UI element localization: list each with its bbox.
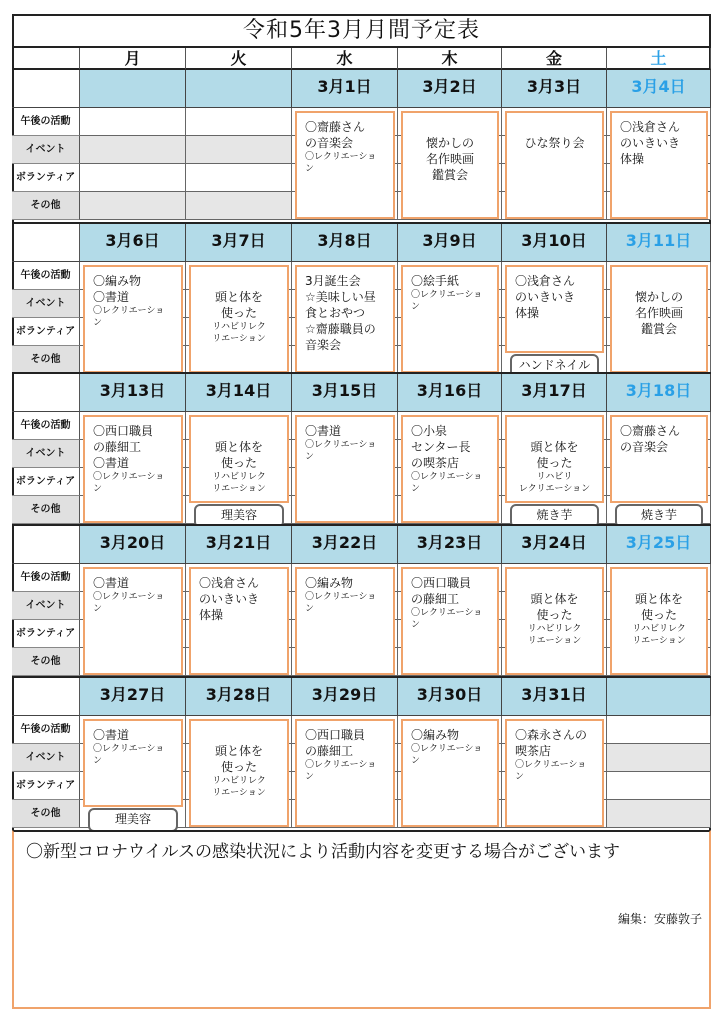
date-wed: 3月1日 xyxy=(292,70,398,108)
day-header-sat: 土 xyxy=(607,48,711,70)
special-event-pill[interactable]: ハンドネイル xyxy=(510,354,599,378)
date-tue: 3月14日 xyxy=(186,374,292,412)
date-thu: 3月30日 xyxy=(398,678,502,716)
event-card-wed[interactable] xyxy=(295,265,395,373)
event-title: 〇書道 xyxy=(93,728,130,742)
event-subtitle: 〇レクリエーション xyxy=(411,472,483,494)
editor-credit: 編集：安藤敦子 xyxy=(617,912,702,926)
week-corner xyxy=(12,374,80,412)
event-title: 懐かしの 名作映画 鑑賞会 xyxy=(634,290,683,336)
event-card-tue[interactable] xyxy=(189,415,289,503)
event-subtitle: リハビリ レクリエーション xyxy=(518,472,591,494)
row-label: ボランティア xyxy=(12,318,80,346)
row-label: その他 xyxy=(12,192,80,220)
event-card-fri[interactable] xyxy=(505,567,604,675)
event-card-tue[interactable] xyxy=(189,265,289,373)
row-label: イベント xyxy=(12,290,80,318)
grid-cell xyxy=(186,192,292,220)
event-title: 〇浅倉さん のいきいき 体操 xyxy=(515,274,576,320)
date-fri: 3月3日 xyxy=(502,70,607,108)
event-title: 〇浅倉さん のいきいき 体操 xyxy=(199,576,260,622)
date-fri: 3月31日 xyxy=(502,678,607,716)
event-card-wed[interactable] xyxy=(295,415,395,523)
event-card-sat[interactable] xyxy=(610,111,708,219)
row-label: その他 xyxy=(12,648,80,676)
date-sat xyxy=(607,678,711,716)
event-title: 〇西口職員 の藤細工 xyxy=(411,576,472,606)
day-header-mon: 月 xyxy=(80,48,186,70)
date-wed: 3月8日 xyxy=(292,224,398,262)
row-label: 午後の活動 xyxy=(12,412,80,440)
special-event-pill[interactable]: 理美容 xyxy=(88,808,178,832)
event-title: 3月誕生会 ☆美味しい昼 食とおやつ ☆齋藤職員の 音楽会 xyxy=(305,274,376,352)
event-subtitle: 〇レクリエーション xyxy=(305,760,377,782)
date-fri: 3月17日 xyxy=(502,374,607,412)
day-header-thu: 木 xyxy=(398,48,502,70)
row-label: イベント xyxy=(12,592,80,620)
event-subtitle: 〇レクリエーション xyxy=(411,290,483,312)
date-thu: 3月16日 xyxy=(398,374,502,412)
date-tue: 3月28日 xyxy=(186,678,292,716)
event-card-sat[interactable] xyxy=(610,415,708,503)
event-title: 〇書道 xyxy=(305,424,342,438)
event-title: 頭と体を 使った xyxy=(214,290,263,320)
row-label: 午後の活動 xyxy=(12,716,80,744)
event-title: 〇小泉 センター長 の喫茶店 xyxy=(411,424,471,470)
event-subtitle: リハビリレク リエーション xyxy=(212,776,266,798)
event-title: 頭と体を 使った xyxy=(530,440,579,470)
date-thu: 3月2日 xyxy=(398,70,502,108)
grid-cell xyxy=(80,164,186,192)
date-mon: 3月13日 xyxy=(80,374,186,412)
date-wed: 3月22日 xyxy=(292,526,398,564)
event-card-wed[interactable] xyxy=(295,111,395,219)
event-title: 〇書道 xyxy=(93,576,130,590)
event-title: 頭と体を 使った xyxy=(214,440,263,470)
grid-cell xyxy=(186,164,292,192)
event-title: 〇西口職員 の藤細工 xyxy=(305,728,366,758)
date-mon: 3月20日 xyxy=(80,526,186,564)
date-fri: 3月10日 xyxy=(502,224,607,262)
event-title: 頭と体を 使った xyxy=(530,592,579,622)
event-title: 〇齋藤さん の音楽会 xyxy=(305,120,366,150)
event-subtitle: リハビリレク リエーション xyxy=(212,472,266,494)
event-card-wed[interactable] xyxy=(295,719,395,827)
date-wed: 3月29日 xyxy=(292,678,398,716)
row-label: ボランティア xyxy=(12,468,80,496)
row-label: その他 xyxy=(12,496,80,524)
grid-cell xyxy=(80,192,186,220)
row-label: 午後の活動 xyxy=(12,564,80,592)
grid-cell xyxy=(607,800,711,828)
special-event-pill[interactable]: 焼き芋 xyxy=(615,504,703,528)
special-event-pill[interactable]: 理美容 xyxy=(194,504,284,528)
event-title: 〇編み物 〇書道 xyxy=(93,274,142,304)
date-sat: 3月4日 xyxy=(607,70,711,108)
event-subtitle: 〇レクリエーション xyxy=(515,760,587,782)
week-corner xyxy=(12,224,80,262)
special-event-pill[interactable]: 焼き芋 xyxy=(510,504,599,528)
event-card-thu[interactable] xyxy=(401,111,499,219)
event-title: 〇森永さんの 喫茶店 xyxy=(515,728,588,758)
event-subtitle: 〇レクリエーショ ン xyxy=(305,152,377,174)
event-subtitle: 〇レクリエーション xyxy=(411,744,483,766)
grid-cell xyxy=(607,716,711,744)
grid-cell xyxy=(186,108,292,136)
date-mon: 3月27日 xyxy=(80,678,186,716)
day-header-wed: 水 xyxy=(292,48,398,70)
event-title: 〇編み物 xyxy=(411,728,460,742)
date-mon: 3月6日 xyxy=(80,224,186,262)
row-label: ボランティア xyxy=(12,164,80,192)
header-corner xyxy=(12,48,80,70)
date-mon xyxy=(80,70,186,108)
grid-cell xyxy=(80,108,186,136)
grid-cell xyxy=(186,136,292,164)
grid-cell xyxy=(607,744,711,772)
day-header-tue: 火 xyxy=(186,48,292,70)
event-title: 〇編み物 xyxy=(305,576,354,590)
date-tue xyxy=(186,70,292,108)
date-sat: 3月25日 xyxy=(607,526,711,564)
row-label: イベント xyxy=(12,136,80,164)
event-subtitle: 〇レクリエーション xyxy=(305,592,377,614)
event-title: ひな祭り会 xyxy=(524,136,585,150)
event-subtitle: リハビリレク リエーション xyxy=(212,322,266,344)
event-card-sat[interactable] xyxy=(610,265,708,373)
row-label: ボランティア xyxy=(12,772,80,800)
event-subtitle: 〇レクリエーショ ン xyxy=(305,440,377,462)
event-card-thu[interactable] xyxy=(401,265,499,373)
date-tue: 3月21日 xyxy=(186,526,292,564)
day-header-fri: 金 xyxy=(502,48,607,70)
event-title: 〇絵手紙 xyxy=(411,274,460,288)
date-sat: 3月11日 xyxy=(607,224,711,262)
event-card-fri[interactable] xyxy=(505,719,604,827)
event-card-wed[interactable] xyxy=(295,567,395,675)
event-card-sat[interactable] xyxy=(610,567,708,675)
event-card-tue[interactable] xyxy=(189,719,289,827)
event-card-thu[interactable] xyxy=(401,719,499,827)
event-card-mon[interactable] xyxy=(83,567,183,675)
event-title: 〇西口職員 の藤細工 〇書道 xyxy=(93,424,154,470)
event-subtitle: 〇レクリエーション xyxy=(93,306,165,328)
event-card-fri[interactable] xyxy=(505,265,604,353)
event-subtitle: リハビリレク リエーション xyxy=(632,624,686,646)
row-label: イベント xyxy=(12,440,80,468)
notice-text: 〇新型コロナウイルスの感染状況により活動内容を変更する場合がございます xyxy=(26,842,620,862)
grid-cell xyxy=(80,136,186,164)
event-card-mon[interactable] xyxy=(83,415,183,523)
week-corner xyxy=(12,70,80,108)
date-sat: 3月18日 xyxy=(607,374,711,412)
event-subtitle: 〇レクリエーション xyxy=(93,472,165,494)
grid-cell xyxy=(607,772,711,800)
row-label: その他 xyxy=(12,346,80,374)
event-card-tue[interactable] xyxy=(189,567,289,675)
week-corner xyxy=(12,526,80,564)
date-fri: 3月24日 xyxy=(502,526,607,564)
row-label: 午後の活動 xyxy=(12,108,80,136)
week-corner xyxy=(12,678,80,716)
page-title: 令和5年3月月間予定表 xyxy=(12,14,711,48)
event-card-fri[interactable] xyxy=(505,415,604,503)
event-card-fri[interactable] xyxy=(505,111,604,219)
row-label: イベント xyxy=(12,744,80,772)
event-title: 〇浅倉さん のいきいき 体操 xyxy=(620,120,681,166)
event-card-mon[interactable] xyxy=(83,719,183,807)
event-subtitle: 〇レクリエーション xyxy=(411,608,483,630)
row-label: ボランティア xyxy=(12,620,80,648)
event-title: 懐かしの 名作映画 鑑賞会 xyxy=(425,136,474,182)
row-label: 午後の活動 xyxy=(12,262,80,290)
event-subtitle: 〇レクリエーション xyxy=(93,744,165,766)
date-thu: 3月23日 xyxy=(398,526,502,564)
date-wed: 3月15日 xyxy=(292,374,398,412)
event-title: 頭と体を 使った xyxy=(634,592,683,622)
event-title: 〇齋藤さん の音楽会 xyxy=(620,424,681,454)
event-card-thu[interactable] xyxy=(401,415,499,523)
date-thu: 3月9日 xyxy=(398,224,502,262)
row-label: その他 xyxy=(12,800,80,828)
event-card-mon[interactable] xyxy=(83,265,183,373)
date-tue: 3月7日 xyxy=(186,224,292,262)
event-subtitle: 〇レクリエーション xyxy=(93,592,165,614)
event-card-thu[interactable] xyxy=(401,567,499,675)
event-title: 頭と体を 使った xyxy=(214,744,263,774)
event-subtitle: リハビリレク リエーション xyxy=(527,624,582,646)
